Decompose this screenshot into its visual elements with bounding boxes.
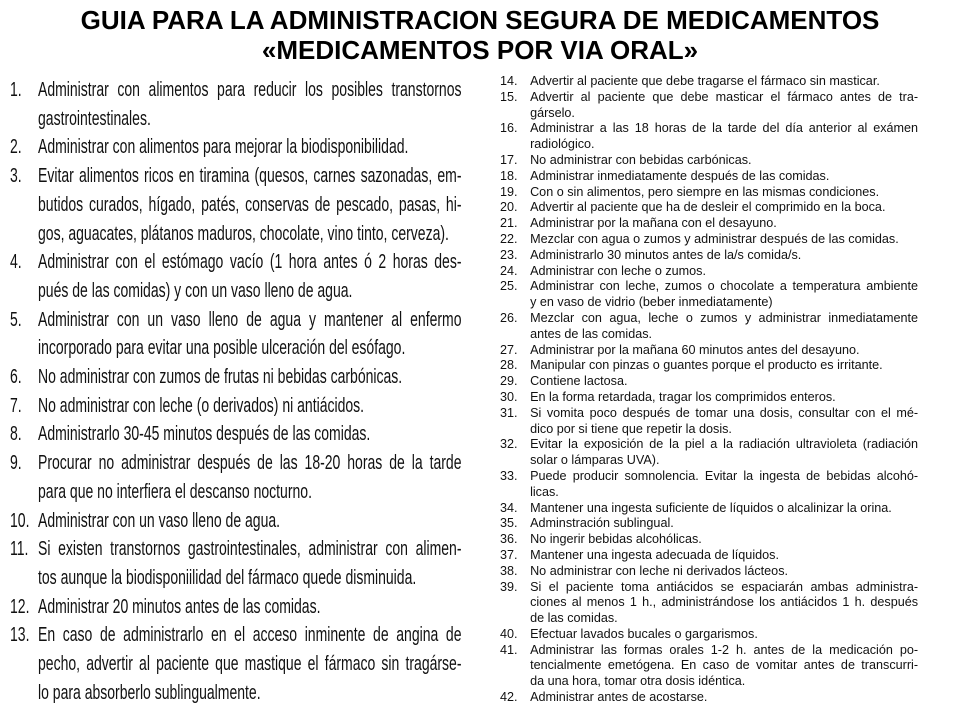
item-text <box>530 184 918 200</box>
item-text <box>38 133 462 162</box>
list-item <box>500 263 918 279</box>
right-column-list <box>500 73 918 705</box>
item-text-line: butidos curados, hígado, patés, conservas de pescado, pasas, hi- <box>38 193 462 216</box>
item-number: 14. <box>500 73 518 88</box>
item-number: 11. <box>10 538 29 561</box>
item-number: 38. <box>500 562 518 578</box>
item-text-line: de las comidas. <box>530 610 618 626</box>
item-text-line: lo para absorberlo sublingualmente. <box>38 681 261 704</box>
item-text-line: Administrar las formas orales 1-2 h. antes de la medicación po- <box>530 641 919 657</box>
item-text-line: dico por si tiene que repetir la dosis. <box>530 420 732 436</box>
item-number: 19. <box>500 183 518 199</box>
item-text-line: No ingerir bebidas alcohólicas. <box>530 531 702 547</box>
list-item <box>10 535 462 592</box>
list-item <box>500 231 918 247</box>
item-number: 10. <box>10 509 30 532</box>
list-item <box>500 500 918 516</box>
item-text <box>530 436 918 468</box>
item-text-line: No administrar con zumos de frutas ni bebidas carbónicas. <box>38 366 403 389</box>
item-number: 36. <box>500 531 518 547</box>
item-text-line: Puede producir somnolencia. Evitar la ingesta de bebidas alcohó- <box>530 467 919 483</box>
item-text <box>530 357 918 373</box>
item-number: 33. <box>500 467 518 483</box>
item-text-line: da una hora, tomar otra dosis idéntica. <box>530 673 746 689</box>
list-item <box>500 579 918 626</box>
item-text-line: antes de las comidas. <box>530 325 653 341</box>
item-text-line: Procurar no administrar después de las 18-20 horas de la tarde <box>38 452 462 475</box>
item-text-line: Advertir al paciente que debe masticar el fármaco antes de tra- <box>530 88 919 104</box>
item-text-line: Contiene lactosa. <box>530 373 628 389</box>
list-item <box>10 392 462 421</box>
item-number: 35. <box>500 515 518 531</box>
item-number: 22. <box>500 230 518 246</box>
page-title <box>0 5 960 65</box>
item-text-line: Administrar por la mañana con el desayuno. <box>530 215 777 231</box>
item-text-line: No administrar con bebidas carbónicas. <box>530 151 752 167</box>
item-text-line: gastrointestinales. <box>38 107 151 130</box>
item-text <box>530 278 918 310</box>
list-item <box>500 120 918 152</box>
item-text-line: Administrarlo 30 minutos antes de la/s comida/s. <box>530 246 802 262</box>
item-text <box>530 342 918 358</box>
item-text <box>38 621 462 707</box>
item-number: 9. <box>10 452 22 475</box>
item-text-line: Administrar con un vaso lleno de agua. <box>38 509 281 532</box>
item-text-line: Administrar a las 18 horas de la tarde del día anterior al exámen <box>530 120 919 136</box>
item-text-line: y en vaso de vidrio (beber inmediatamente) <box>530 294 773 310</box>
item-text-line: Evitar alimentos ricos en tiramina (quesos, carnes sazonadas, em- <box>38 165 462 188</box>
item-text <box>38 248 462 305</box>
item-text <box>38 593 462 622</box>
list-item <box>500 405 918 437</box>
item-number: 1. <box>10 79 22 101</box>
item-text <box>530 310 918 342</box>
list-item <box>500 626 918 642</box>
item-text-line: Mantener una ingesta adecuada de líquidos. <box>530 546 779 562</box>
item-text-line: Administrar con leche o zumos. <box>530 262 706 278</box>
item-text <box>530 531 918 547</box>
item-text-line: Administrar con leche, zumos o chocolate a temperatura ambiente <box>530 278 919 294</box>
item-number: 34. <box>500 499 518 515</box>
item-text <box>530 547 918 563</box>
list-item <box>10 621 462 707</box>
list-item <box>500 278 918 310</box>
item-number: 17. <box>500 151 518 167</box>
title-line-1: GUIA PARA LA ADMINISTRACION SEGURA DE MEDICAMENTOS <box>80 5 880 35</box>
list-item <box>500 563 918 579</box>
item-text-line: Administrar con un vaso lleno de agua y mantener al enfermo <box>38 308 462 331</box>
item-text-line: licas. <box>530 483 559 499</box>
item-text-line: Efectuar lavados bucales o gargarismos. <box>530 625 758 641</box>
item-text <box>530 405 918 437</box>
list-item <box>10 363 462 392</box>
list-item <box>500 389 918 405</box>
item-text-line: Advertir al paciente que debe tragarse el fármaco sin masticar. <box>530 73 880 88</box>
title-line-2: «MEDICAMENTOS POR VIA ORAL» <box>261 35 699 65</box>
item-number: 4. <box>10 251 22 274</box>
item-text-line: Con o sin alimentos, pero siempre en las mismas condiciones. <box>530 183 880 199</box>
item-text-line: Administrarlo 30-45 minutos después de las comidas. <box>38 423 371 446</box>
item-text <box>38 363 462 392</box>
item-number: 32. <box>500 436 518 452</box>
item-text-line: pués de las comidas) y con un vaso lleno de agua. <box>38 279 353 302</box>
item-number: 21. <box>500 215 518 231</box>
item-text-line: tos aunque la biodisponiilidad del fármaco quede disminuida. <box>38 566 417 589</box>
list-item <box>500 73 918 89</box>
item-text-line: Mezclar con agua, leche o zumos y administrar inmediatamente <box>530 309 919 325</box>
item-number: 42. <box>500 689 518 705</box>
list-item <box>500 531 918 547</box>
item-text <box>530 73 918 89</box>
item-text-line: Manipular con pinzas o guantes porque el producto es irritante. <box>530 357 883 373</box>
item-number: 8. <box>10 423 22 446</box>
item-text <box>530 199 918 215</box>
list-item <box>10 248 462 305</box>
list-item <box>10 420 462 449</box>
item-number: 7. <box>10 394 22 417</box>
item-text-line: Advertir al paciente que ha de desleir el comprimido en la boca. <box>530 199 886 215</box>
item-number: 39. <box>500 578 518 594</box>
item-text-line: para que no interfiera el descanso nocturno. <box>38 480 312 503</box>
item-text-line: Administrar inmediatamente después de las comidas. <box>530 167 830 183</box>
item-text-line: ciones al menos 1 h., administrándose los antiácidos 1 h. después <box>530 594 919 610</box>
list-item <box>500 168 918 184</box>
item-number: 18. <box>500 167 518 183</box>
item-text-line: No administrar con leche ni derivados lácteos. <box>530 562 789 578</box>
item-text <box>530 642 918 689</box>
item-text <box>530 468 918 500</box>
item-number: 12. <box>10 595 30 618</box>
item-number: 30. <box>500 388 518 404</box>
list-item <box>500 547 918 563</box>
item-text <box>530 689 918 705</box>
list-item <box>10 133 462 162</box>
item-text-line: gos, aguacates, plátanos maduros, chocolate, vino tinto, cerveza). <box>38 222 449 245</box>
list-item <box>500 247 918 263</box>
item-number: 26. <box>500 309 518 325</box>
item-text-line: Si existen transtornos gastrointestinales, administrar con alimen- <box>38 538 462 561</box>
item-number: 15. <box>500 88 518 104</box>
list-item <box>500 689 918 705</box>
item-text-line: solar o lámparas UVA). <box>530 452 660 468</box>
item-text-line: tencialmente emetógena. En caso de vomitar antes de transcurri- <box>530 657 919 673</box>
item-number: 13. <box>10 624 30 647</box>
item-text-line: Si el paciente toma antiácidos se espaciarán ambas administra- <box>530 578 919 594</box>
item-text-line: Administrar con alimentos para reducir los posibles transtornos <box>38 79 462 101</box>
item-text-line: Mantener una ingesta suficiente de líquidos o alcalinizar la orina. <box>530 499 892 515</box>
item-text <box>530 168 918 184</box>
item-text-line: gárselo. <box>530 104 575 120</box>
list-item <box>500 152 918 168</box>
list-item <box>500 373 918 389</box>
item-text <box>38 162 462 248</box>
list-item <box>10 306 462 363</box>
item-text <box>38 306 462 363</box>
list-item <box>10 449 462 506</box>
item-number: 27. <box>500 341 518 357</box>
item-text-line: Administrar por la mañana 60 minutos antes del desayuno. <box>530 341 860 357</box>
item-text <box>530 215 918 231</box>
list-item <box>10 162 462 248</box>
item-text <box>530 373 918 389</box>
item-text-line: Adminstración sublingual. <box>530 515 674 531</box>
item-text <box>38 420 462 449</box>
item-text <box>530 247 918 263</box>
list-item <box>500 184 918 200</box>
item-text-line: En la forma retardada, tragar los comprimidos enteros. <box>530 388 836 404</box>
item-text-line: En caso de administrarlo en el acceso inminente de angina de <box>38 624 462 647</box>
item-text <box>38 76 462 133</box>
item-text-line: Administrar con el estómago vacío (1 hora antes ó 2 horas des- <box>38 251 462 274</box>
item-text <box>530 263 918 279</box>
item-number: 37. <box>500 546 518 562</box>
list-item <box>500 642 918 689</box>
list-item <box>500 310 918 342</box>
item-text-line: Administrar con alimentos para mejorar la biodisponibilidad. <box>38 136 409 159</box>
item-number: 24. <box>500 262 518 278</box>
list-item <box>10 507 462 536</box>
item-number: 29. <box>500 373 518 389</box>
item-text-line: No administrar con leche (o derivados) ni antiácidos. <box>38 394 365 417</box>
list-item <box>500 436 918 468</box>
item-number: 40. <box>500 625 518 641</box>
item-text <box>530 120 918 152</box>
item-text <box>38 449 462 506</box>
item-number: 41. <box>500 641 518 657</box>
item-number: 25. <box>500 278 518 294</box>
item-text-line: Evitar la exposición de la piel a la radiación ultravioleta (radiación <box>530 436 919 452</box>
item-number: 2. <box>10 136 22 159</box>
item-text <box>530 89 918 121</box>
item-text <box>530 515 918 531</box>
item-number: 6. <box>10 366 22 389</box>
list-item <box>500 215 918 231</box>
item-text <box>530 389 918 405</box>
item-text <box>530 231 918 247</box>
list-item <box>500 357 918 373</box>
item-number: 16. <box>500 120 518 136</box>
item-text-line: pecho, advertir al paciente que mastique el fármaco sin tragárse- <box>38 653 462 676</box>
item-number: 31. <box>500 404 518 420</box>
item-text <box>38 392 462 421</box>
item-text-line: Administrar 20 minutos antes de las comidas. <box>38 595 321 618</box>
item-text <box>530 626 918 642</box>
list-item <box>10 593 462 622</box>
list-item <box>500 342 918 358</box>
item-number: 23. <box>500 246 518 262</box>
item-number: 3. <box>10 165 22 188</box>
list-item <box>500 468 918 500</box>
list-item <box>500 89 918 121</box>
item-text-line: Si vomita poco después de tomar una dosis, consultar con el mé- <box>530 404 919 420</box>
list-item <box>10 76 462 133</box>
item-text-line: Administrar antes de acostarse. <box>530 689 708 705</box>
list-item <box>500 199 918 215</box>
item-text <box>530 579 918 626</box>
item-text <box>530 500 918 516</box>
item-number: 5. <box>10 308 22 331</box>
item-text <box>530 152 918 168</box>
item-text <box>38 507 462 536</box>
item-text <box>530 563 918 579</box>
left-column-list <box>10 76 462 707</box>
item-number: 28. <box>500 357 518 373</box>
item-text-line: Mezclar con agua o zumos y administrar después de las comidas. <box>530 230 899 246</box>
item-number: 20. <box>500 199 518 215</box>
list-item <box>500 515 918 531</box>
item-text-line: incorporado para evitar una posible ulceración del esófago. <box>38 337 406 360</box>
item-text-line: radiológico. <box>530 136 595 152</box>
item-text <box>38 535 462 592</box>
